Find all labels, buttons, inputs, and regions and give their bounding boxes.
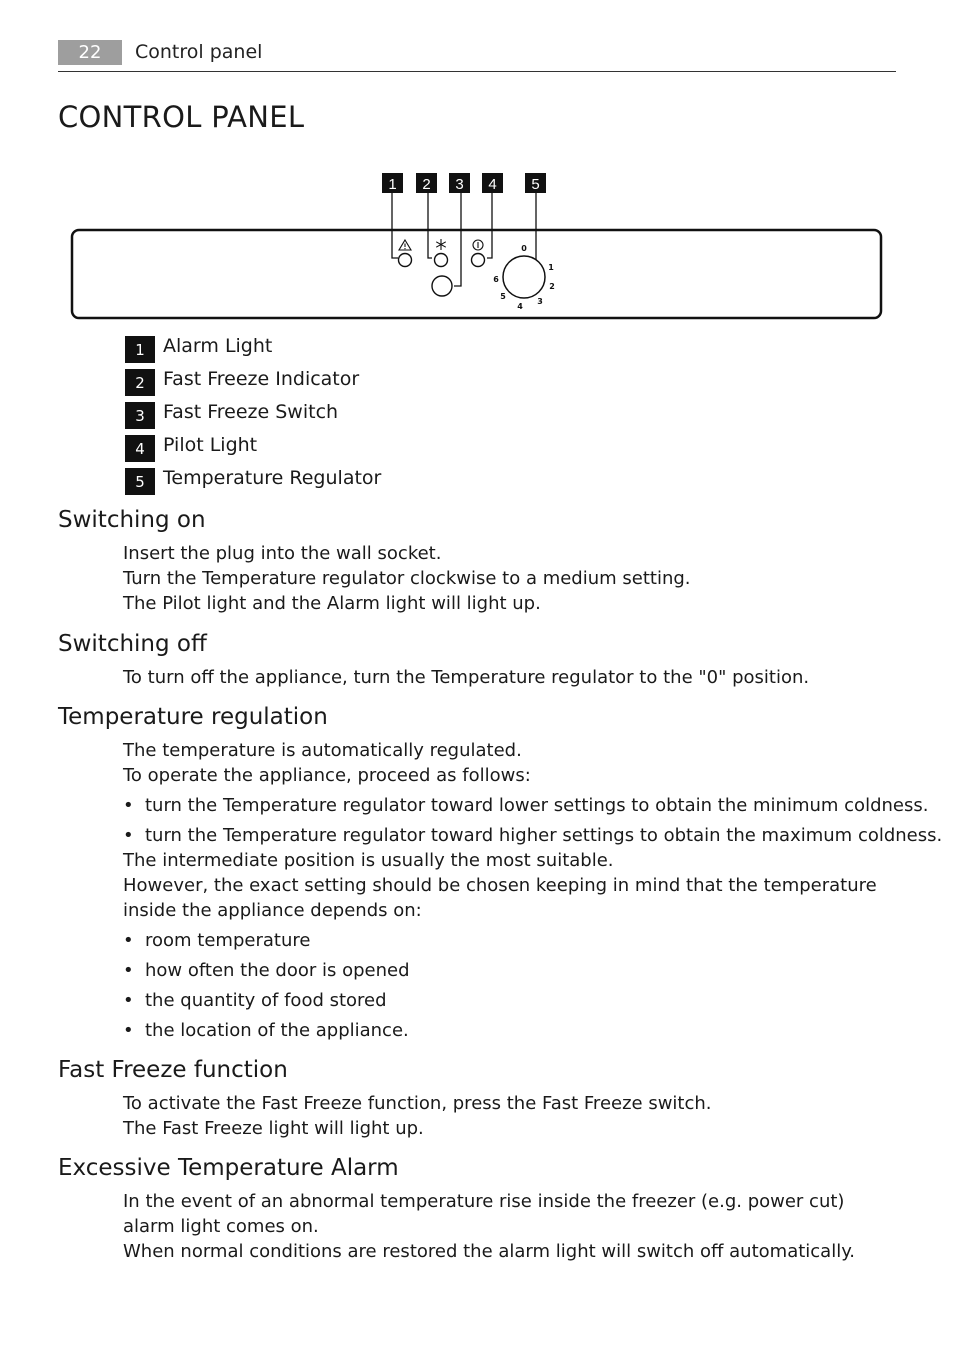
dial-number-6: 6 [493, 275, 499, 284]
control-panel-diagram [0, 0, 954, 330]
bullet-text: how often the door is opened [145, 960, 410, 981]
fast-freeze-indicator [435, 254, 448, 267]
callout-3 [449, 173, 470, 193]
bullet-text: the quantity of food stored [145, 990, 387, 1011]
alarm-warning-icon [399, 240, 411, 250]
legend-label: Fast Freeze Switch [163, 401, 339, 423]
text-line: Insert the plug into the wall socket. [123, 543, 442, 564]
alarm-text [123, 1189, 895, 1264]
panel-outline [72, 230, 881, 318]
dial-number-0: 0 [521, 244, 527, 253]
bullet-dot: • [123, 1020, 134, 1041]
temperature-regulation-middle [123, 848, 895, 923]
bullet-dot: • [123, 825, 134, 846]
alarm-light [399, 254, 412, 267]
page-title: CONTROL PANEL [58, 100, 305, 134]
callout-5 [525, 173, 546, 193]
callout-4 [482, 173, 503, 193]
temperature-regulator-dial [503, 256, 545, 298]
dial-number-1: 1 [548, 263, 554, 272]
bullet-dot: • [123, 990, 134, 1011]
dial-number-3: 3 [537, 297, 543, 306]
legend-number: 4 [125, 435, 155, 462]
heading-fast-freeze: Fast Freeze function [58, 1057, 288, 1083]
legend-number: 1 [125, 336, 155, 363]
text-line: When normal conditions are restored the alarm light will switch off automatically. [123, 1241, 856, 1262]
legend-number: 2 [125, 369, 155, 396]
heading-switching-off: Switching off [58, 631, 207, 657]
bullet-text: turn the Temperature regulator toward higher settings to obtain the maximum coldness. [145, 825, 943, 846]
text-line: The Pilot light and the Alarm light will light up. [123, 593, 541, 614]
bullet-dot: • [123, 930, 134, 951]
callout-1-label: 1 [388, 176, 397, 193]
text-line: To turn off the appliance, turn the Temperature regulator to the "0" position. [123, 667, 810, 688]
text-line: The temperature is automatically regulated. [123, 740, 522, 761]
text-line: The intermediate position is usually the most suitable. [123, 850, 614, 871]
pilot-light-icon [473, 240, 483, 250]
snowflake-icon [436, 239, 446, 250]
legend-number: 3 [125, 402, 155, 429]
text-line: In the event of an abnormal temperature rise inside the freezer (e.g. power cut) alarm light comes on. [123, 1191, 845, 1237]
heading-alarm: Excessive Temperature Alarm [58, 1155, 399, 1181]
text-line: The Fast Freeze light will light up. [123, 1118, 424, 1139]
fast-freeze-switch [432, 276, 452, 296]
legend-label: Alarm Light [163, 335, 273, 357]
callout-1 [382, 173, 403, 193]
bullet-text: the location of the appliance. [145, 1020, 409, 1041]
dial-number-2: 2 [549, 282, 555, 291]
legend-number: 5 [125, 468, 155, 495]
legend-label: Fast Freeze Indicator [163, 368, 360, 390]
callout-2-label: 2 [422, 176, 431, 193]
dial-number-5: 5 [500, 292, 506, 301]
fast-freeze-text [123, 1091, 895, 1141]
text-line: However, the exact setting should be chosen keeping in mind that the temperature inside the appliance depends on: [123, 875, 877, 921]
heading-switching-on: Switching on [58, 507, 206, 533]
text-line: Turn the Temperature regulator clockwise to a medium setting. [123, 568, 691, 589]
callout-2 [416, 173, 437, 193]
bullet-dot: • [123, 960, 134, 981]
dial-number-4: 4 [517, 302, 523, 311]
temperature-regulation-intro [123, 738, 895, 788]
text-line: To activate the Fast Freeze function, press the Fast Freeze switch. [123, 1093, 712, 1114]
switching-on-text [123, 541, 895, 616]
pilot-light [472, 254, 485, 267]
legend-label: Temperature Regulator [163, 467, 382, 489]
callout-5-label: 5 [531, 176, 540, 193]
legend-label: Pilot Light [163, 434, 258, 456]
switching-off-text [123, 665, 895, 690]
callout-3-label: 3 [455, 176, 464, 193]
bullet-text: room temperature [145, 930, 311, 951]
bullet-dot: • [123, 795, 134, 816]
page-number: 22 [58, 40, 122, 65]
heading-temperature-regulation: Temperature regulation [58, 704, 328, 730]
bullet-text: turn the Temperature regulator toward lower settings to obtain the minimum coldness. [145, 795, 929, 816]
callout-4-label: 4 [488, 176, 497, 193]
header-section-name: Control panel [135, 41, 263, 63]
text-line: To operate the appliance, proceed as follows: [123, 765, 531, 786]
